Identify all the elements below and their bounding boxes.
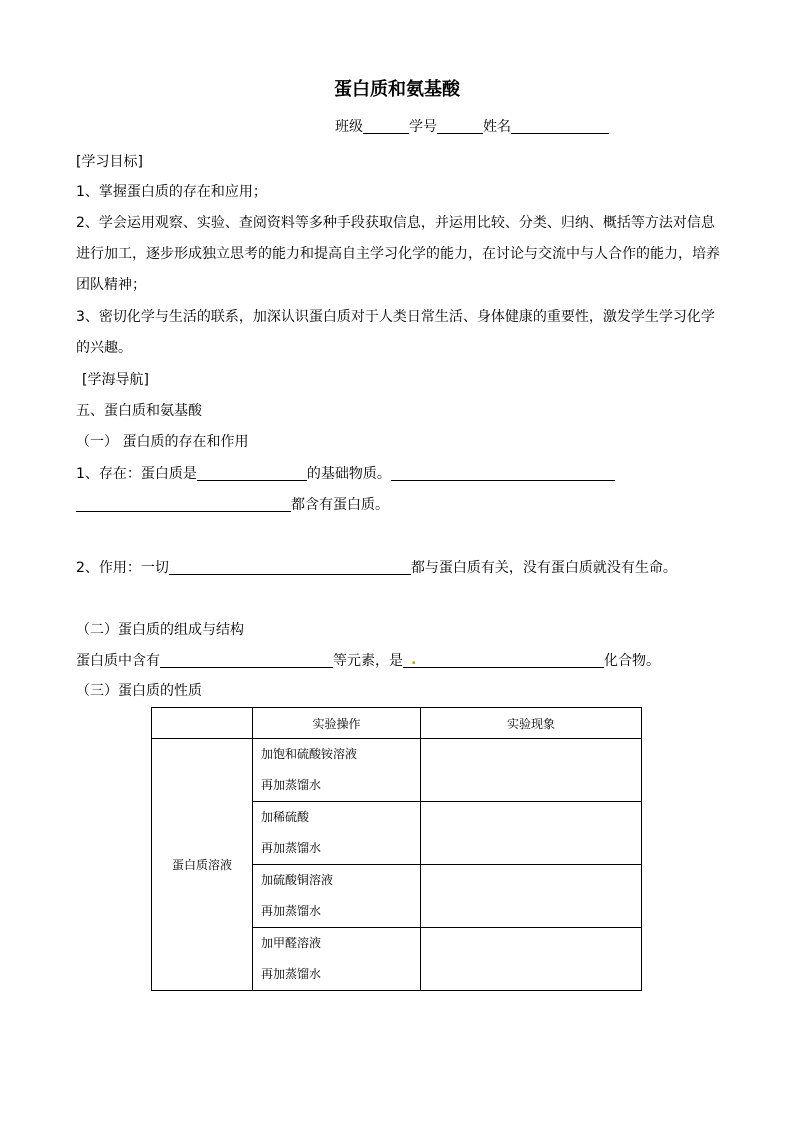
goal-item-1: 1、掌握蛋白质的存在和应用； xyxy=(76,184,267,200)
operation-step-1: 加饱和硫酸铵溶液 xyxy=(261,747,358,761)
table-header-row xyxy=(152,708,642,739)
header-blank-cell xyxy=(152,708,253,739)
role-prefix: 2、作用：一切 xyxy=(76,560,169,576)
observation-cell[interactable] xyxy=(421,802,642,865)
guide-heading: [学海导航] xyxy=(82,372,149,388)
observation-cell[interactable] xyxy=(421,928,642,991)
role-line xyxy=(76,559,677,577)
class-label: 班级 xyxy=(335,119,363,135)
class-blank[interactable] xyxy=(363,119,409,134)
goal-item-2-line-3: 团队精神； xyxy=(76,277,146,293)
existence-end: 都含有蛋白质。 xyxy=(291,497,389,513)
goal-item-3-line-2: 的兴趣。 xyxy=(76,340,132,356)
operation-cell xyxy=(253,928,421,991)
goal-item-3-line-1: 3、密切化学与生活的联系，加深认识蛋白质对于人类日常生活、身体健康的重要性，激发学生学习化学 xyxy=(76,309,715,325)
name-blank[interactable] xyxy=(511,119,609,134)
composition-blank-2[interactable] xyxy=(419,653,604,668)
goals-heading: [学习目标] xyxy=(76,154,143,170)
composition-mark: . xyxy=(411,652,417,668)
student-info xyxy=(335,118,609,136)
composition-blank-mark[interactable] xyxy=(403,653,419,668)
composition-blank-1[interactable] xyxy=(160,653,333,668)
operation-cell xyxy=(253,739,421,802)
goal-item-2-line-2: 进行加工，逐步形成独立思考的能力和提高自主学习化学的能力，在讨论与交流中与人合作的能力，培养 xyxy=(76,246,720,262)
composition-mid: 等元素，是 xyxy=(333,653,403,669)
goal-item-2-line-1: 2、学会运用观察、实验、查阅资料等多种手段获取信息，并运用比较、分类、归纳、概括等方法对信息 xyxy=(76,215,715,231)
part-1-heading: （一） 蛋白质的存在和作用 xyxy=(76,434,249,450)
section-5-heading: 五、蛋白质和氨基酸 xyxy=(76,403,202,419)
existence-line xyxy=(76,465,615,483)
role-end: 都与蛋白质有关，没有蛋白质就没有生命。 xyxy=(410,560,677,576)
number-label: 学号 xyxy=(409,119,437,135)
existence-blank-3[interactable] xyxy=(76,497,291,512)
number-blank[interactable] xyxy=(437,119,483,134)
observation-cell[interactable] xyxy=(421,739,642,802)
operation-step-2: 再加蒸馏水 xyxy=(261,904,322,918)
header-operation: 实验操作 xyxy=(253,708,421,739)
operation-cell xyxy=(253,865,421,928)
operation-step-1: 加硫酸铜溶液 xyxy=(261,873,334,887)
header-observation: 实验现象 xyxy=(421,708,642,739)
composition-line xyxy=(76,652,660,670)
part-3-heading: （三）蛋白质的性质 xyxy=(76,683,202,699)
operation-step-1: 加甲醛溶液 xyxy=(261,936,322,950)
existence-prefix: 1、存在：蛋白质是 xyxy=(76,466,197,482)
observation-cell[interactable] xyxy=(421,865,642,928)
existence-line-2 xyxy=(76,496,389,514)
page-title: 蛋白质和氨基酸 xyxy=(334,79,460,100)
existence-blank-1[interactable] xyxy=(197,466,307,481)
existence-blank-2[interactable] xyxy=(391,466,615,481)
existence-mid: 的基础物质。 xyxy=(306,466,391,482)
operation-cell xyxy=(253,802,421,865)
composition-prefix: 蛋白质中含有 xyxy=(76,653,160,669)
operation-step-2: 再加蒸馏水 xyxy=(261,967,322,981)
operation-step-1: 加稀硫酸 xyxy=(261,810,310,824)
composition-end: 化合物。 xyxy=(604,653,660,669)
sample-cell: 蛋白质溶液 xyxy=(152,739,253,991)
role-blank[interactable] xyxy=(169,560,411,575)
table-row xyxy=(152,739,642,802)
part-2-heading: （二）蛋白质的组成与结构 xyxy=(76,622,244,638)
operation-step-2: 再加蒸馏水 xyxy=(261,778,322,792)
operation-step-2: 再加蒸馏水 xyxy=(261,841,322,855)
properties-table xyxy=(151,707,642,991)
name-label: 姓名 xyxy=(483,119,511,135)
